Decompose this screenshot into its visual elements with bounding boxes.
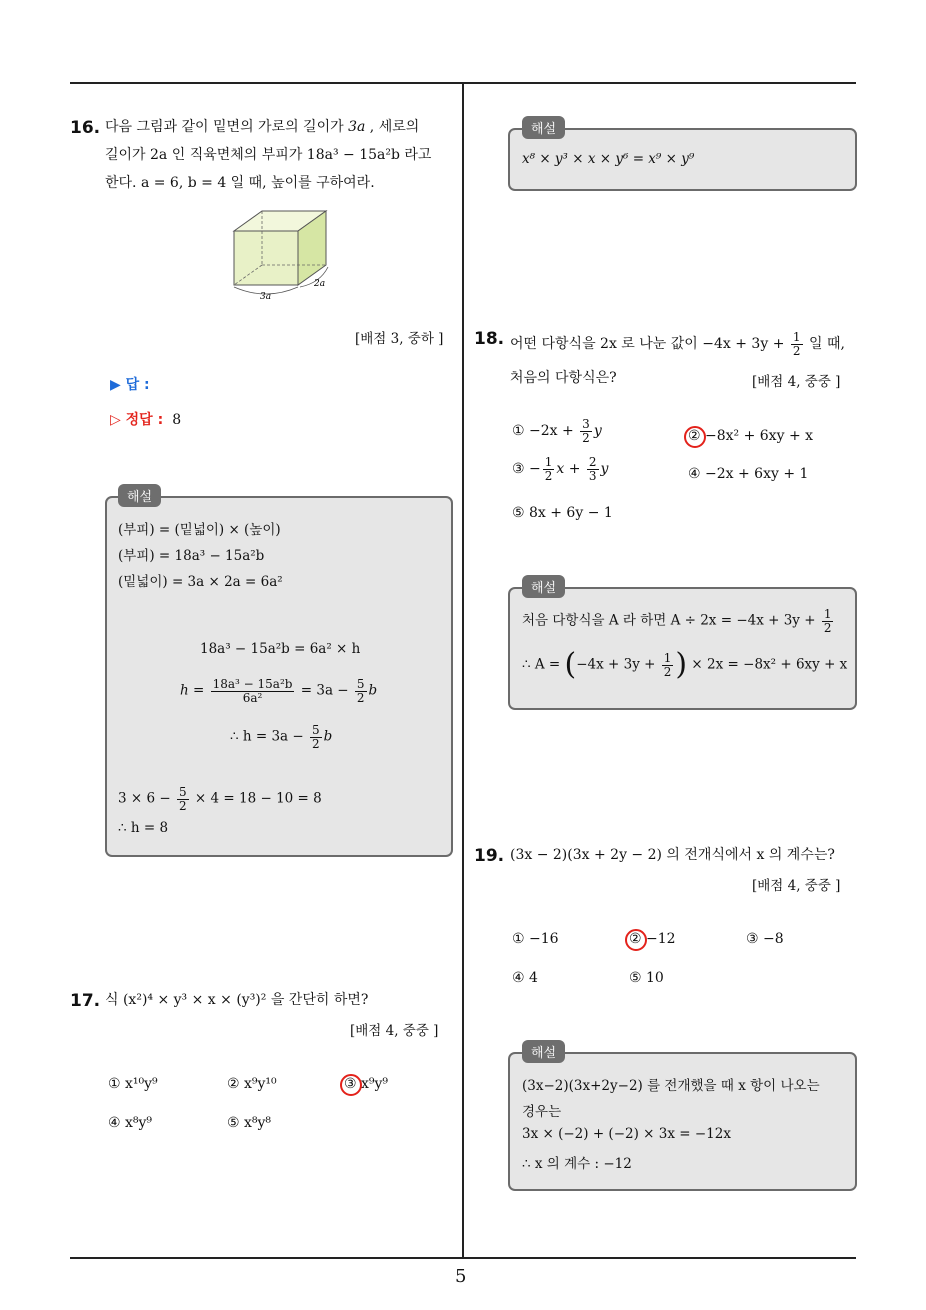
q18-sol1-frac-num: 1: [823, 607, 832, 621]
q16-sol-eq2: [180, 678, 377, 704]
q18-sol1-frac-den: 2: [823, 620, 832, 635]
q18-opt3-frac2-den: 3: [588, 468, 597, 483]
q16-correct-value: 8: [172, 412, 182, 428]
q18-opt3-mid: x +: [556, 461, 585, 478]
q19-option-1[interactable]: ① −16: [512, 931, 559, 947]
q18-option-5[interactable]: ⑤ 8x + 6y − 1: [512, 505, 613, 521]
q16-sol-b2: b: [323, 728, 333, 745]
q18-sol2-lparen: (: [564, 647, 577, 683]
q16-sol-frac-den: 6a²: [242, 690, 263, 705]
q19-sol-line3: 3x × (−2) + (−2) × 3x = −12x: [522, 1126, 731, 1142]
q19-answer-circle: [625, 929, 647, 951]
q16-sol-frac2-den: 2: [356, 690, 365, 705]
bottom-rule: [70, 1257, 856, 1259]
q16-sol-frac: [211, 678, 295, 704]
q16-sol-frac2-num: 5: [356, 677, 365, 691]
q16-score: [배점 3, 중하 ]: [355, 331, 444, 347]
q16-sol-calc: 3 × 6 −: [118, 790, 171, 807]
q18-opt3-frac-den: 2: [544, 468, 553, 483]
q18-opt1-frac-num: 3: [582, 417, 590, 431]
q19-option-5[interactable]: ⑤ 10: [629, 970, 664, 986]
q17-solution-tag: 해설: [522, 116, 565, 139]
q18-number: 18.: [474, 329, 505, 349]
q18-opt3-pre: ③ −: [512, 461, 541, 478]
q18-sol2-frac: [662, 652, 674, 678]
q16-sol-b: b: [368, 682, 378, 699]
cuboid-figure: [228, 205, 338, 305]
q18-answer-circle: [684, 426, 706, 448]
column-divider: [462, 84, 464, 1258]
q18-sol2-rparen: ): [675, 647, 688, 683]
q16-number: 16.: [70, 118, 101, 138]
q18-solution-tag: 해설: [522, 575, 565, 598]
q18-opt3-frac2: [587, 456, 599, 482]
q18-sol2-pre: ∴ A =: [522, 656, 565, 673]
q19-option-2[interactable]: ② −12: [629, 931, 676, 947]
q17-option-3[interactable]: ③ x⁹y⁹: [344, 1076, 389, 1092]
q19-option-3[interactable]: ③ −8: [746, 931, 784, 947]
q16-solution-tag: 해설: [118, 484, 161, 507]
q19-text: (3x − 2)(3x + 2y − 2) 의 전개식에서 x 의 계수는?: [510, 847, 835, 863]
q19-solution-tag: 해설: [522, 1040, 565, 1063]
q17-number: 17.: [70, 991, 101, 1011]
q16-sol-line3: (밑넓이) = 3a × 2a = 6a²: [118, 574, 283, 590]
q16-sol-frac3-num: 5: [312, 723, 320, 737]
q16-sol-eq1: 18a³ − 15a²b = 6a² × h: [200, 641, 361, 657]
q18-line1-post: 일 때,: [804, 336, 845, 352]
q18-opt1-pre: ① −2x +: [512, 423, 579, 440]
q18-opt3-frac-num: 1: [544, 455, 553, 469]
q16-sol-frac3: [310, 724, 322, 750]
q19-number: 19.: [474, 846, 505, 866]
q16-line1: [105, 113, 455, 141]
q19-sol-line1: (3x−2)(3x+2y−2) 를 전개했을 때 x 항이 나오는: [522, 1078, 820, 1094]
q17-text: 식 (x²)⁴ × y³ × x × (y³)² 을 간단히 하면?: [105, 992, 369, 1008]
q16-sol-frac3-den: 2: [312, 736, 320, 751]
q18-sol1-frac: [822, 608, 834, 634]
q19-score: [배점 4, 중중 ]: [752, 878, 841, 894]
q19-sol-line4: ∴ x 의 계수 : −12: [522, 1156, 632, 1172]
q16-sol-h: h =: [180, 682, 205, 699]
q18-option-2[interactable]: ② −8x² + 6xy + x: [688, 428, 814, 444]
q16-sol-calc2: × 4 = 18 − 10 = 8: [194, 790, 322, 807]
q17-option-2[interactable]: ② x⁹y¹⁰: [227, 1076, 277, 1092]
q18-half-num: 1: [792, 329, 801, 344]
q17-sol-line: x⁸ × y³ × x × y⁶ = x⁹ × y⁹: [522, 151, 695, 167]
q18-sol2-frac-num: 1: [663, 651, 672, 665]
q16-sol-eq4: [118, 786, 322, 812]
q18-option-4[interactable]: ④ −2x + 6xy + 1: [688, 466, 809, 482]
q18-sol2-post: × 2x = −8x² + 6xy + x: [687, 656, 848, 673]
q16-correct: [110, 409, 181, 429]
q16-sol-mid: = 3a −: [300, 682, 349, 699]
q18-opt1-post: y: [593, 423, 602, 440]
q16-sol-frac-num: 18a³ − 15a²b: [212, 677, 293, 691]
q16-sol-line2: (부피) = 18a³ − 15a²b: [118, 548, 265, 564]
q16-line3: 한다. a = 6, b = 4 일 때, 높이를 구하여라.: [105, 175, 375, 191]
q16-correct-label: ▷ 정답 :: [110, 412, 164, 428]
q18-opt3-frac2-num: 2: [588, 455, 597, 469]
q16-sol-eq3: [230, 724, 332, 750]
q19-option-4[interactable]: ④ 4: [512, 970, 538, 986]
q18-half-den: 2: [792, 343, 801, 358]
q18-sol2-frac-den: 2: [663, 664, 672, 679]
q16-sol-frac4-den: 2: [178, 798, 187, 813]
q16-sol-frac2: [355, 678, 367, 704]
cuboid-front-face: [234, 231, 298, 285]
q17-option-1[interactable]: ① x¹⁰y⁹: [108, 1076, 158, 1092]
q19-sol-line2: 경우는: [522, 1104, 562, 1120]
q18-opt3-frac: [543, 456, 555, 482]
cuboid-label-3a: 3a: [260, 292, 272, 302]
q18-line1-pre: 어떤 다항식을 2x 로 나눈 값이 −4x + 3y +: [510, 336, 789, 352]
q16-sol-final: ∴ h = 8: [118, 820, 169, 836]
q16-answer-label: ▶ 답 :: [110, 377, 150, 393]
q16-line1-var: 3a: [348, 119, 366, 135]
q17-option-4[interactable]: ④ x⁸y⁹: [108, 1115, 153, 1131]
q18-line2: 처음의 다항식은?: [510, 370, 617, 386]
q18-sol1-pre: 처음 다항식을 A 라 하면 A ÷ 2x = −4x + 3y +: [522, 612, 820, 629]
q16-sol-therefore: ∴ h = 3a −: [230, 728, 304, 745]
q17-answer-circle: [340, 1074, 362, 1096]
q16-sol-line1: (부피) = (밑넓이) × (높이): [118, 522, 281, 538]
q18-sol-line1: [522, 608, 835, 634]
q18-line1: [510, 330, 845, 358]
q18-sol2-in: −4x + 3y +: [576, 656, 660, 673]
cuboid-label-2a: 2a: [314, 279, 326, 289]
q18-opt3-post: y: [600, 461, 609, 478]
q18-half: [791, 331, 803, 357]
q16-line1-post: , 세로의: [365, 119, 420, 135]
q17-score: [배점 4, 중중 ]: [350, 1023, 439, 1039]
q18-score: [배점 4, 중중 ]: [752, 374, 841, 390]
q16-sol-frac4: [177, 786, 189, 812]
q18-opt1-frac-den: 2: [582, 430, 590, 445]
q18-option-1[interactable]: [512, 418, 602, 444]
page-number: 5: [455, 1266, 467, 1287]
q16-line2: 길이가 2a 인 직육면체의 부피가 18a³ − 15a²b 라고: [105, 147, 432, 163]
q16-sol-frac4-num: 5: [178, 785, 187, 799]
q16-line1-pre: 다음 그림과 같이 밑면의 가로의 길이가: [105, 119, 349, 135]
q18-option-3[interactable]: [512, 456, 608, 482]
q18-sol-line2: [522, 647, 848, 683]
q17-option-5[interactable]: ⑤ x⁸y⁸: [227, 1115, 272, 1131]
q18-opt1-frac: [580, 418, 592, 444]
